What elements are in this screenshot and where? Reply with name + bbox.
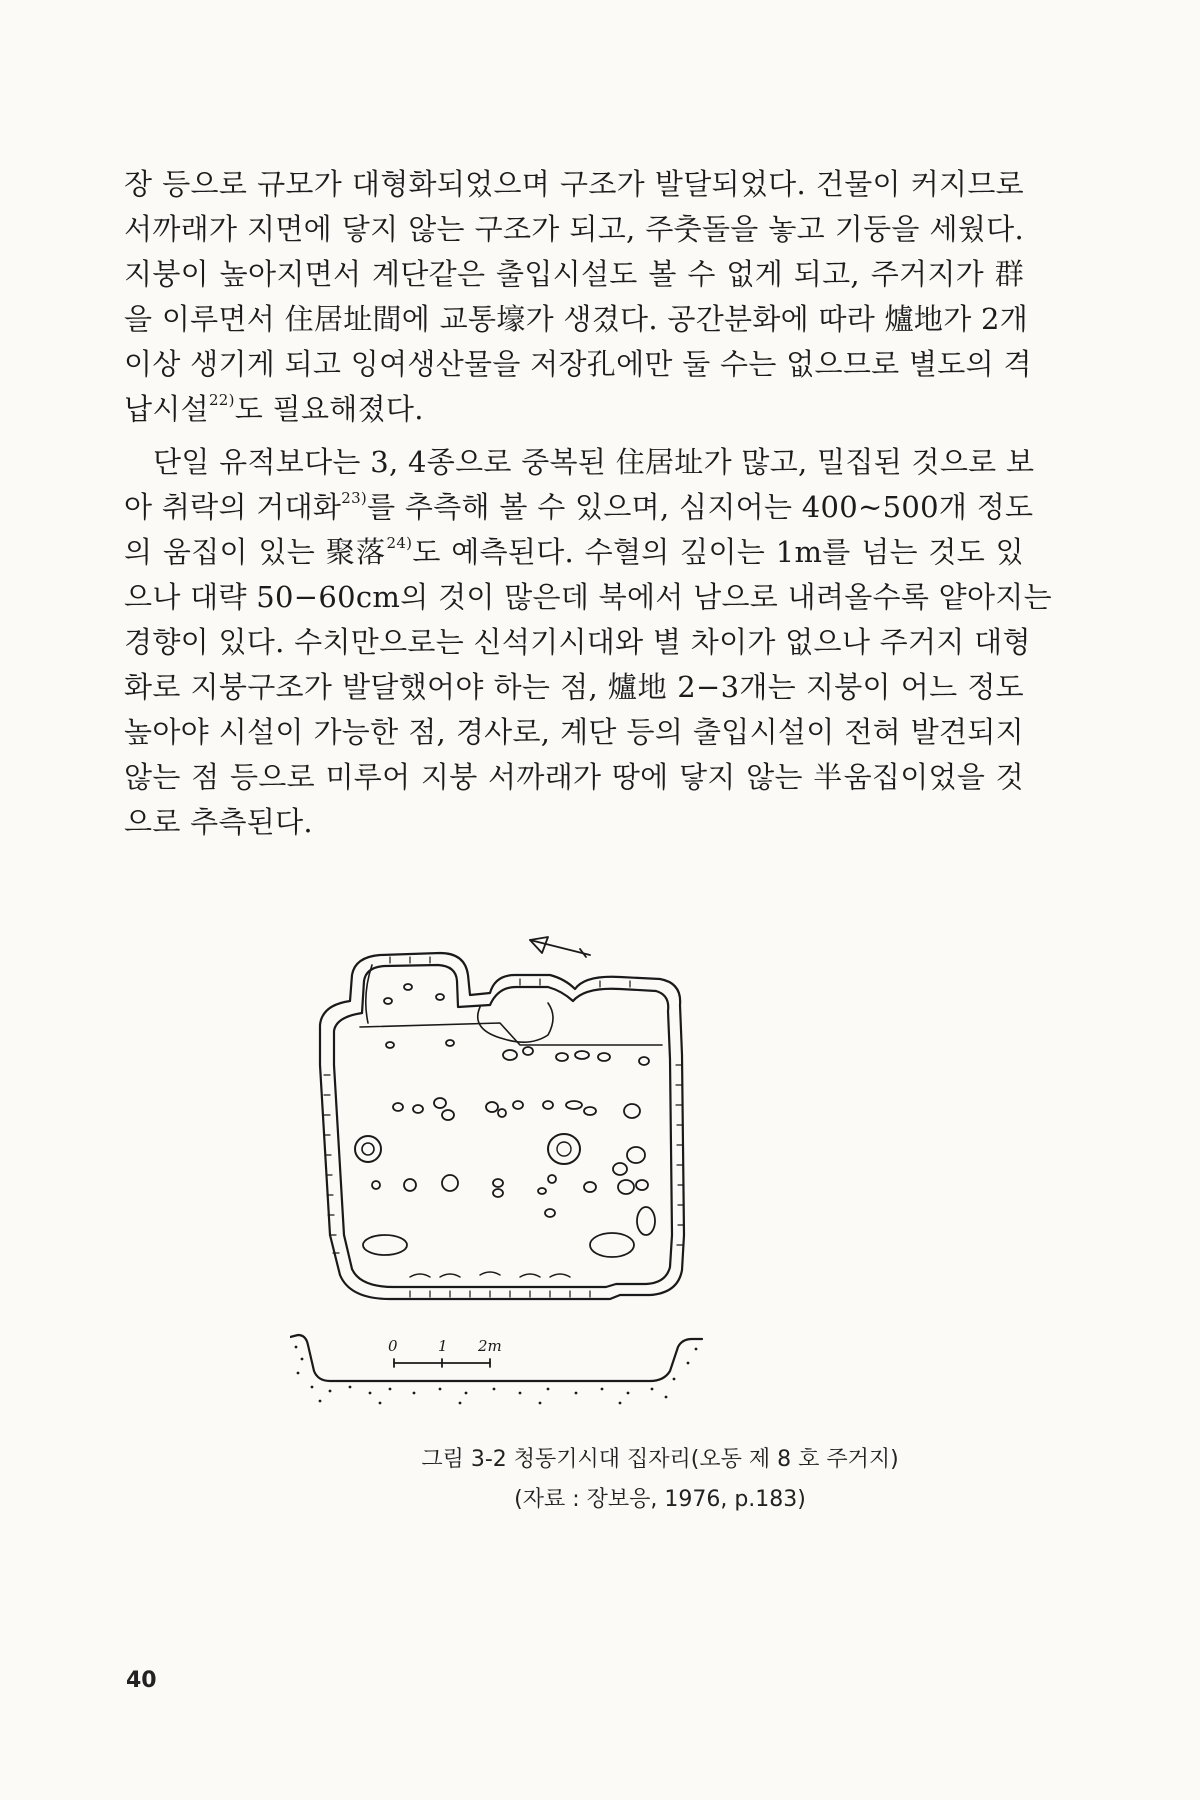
text-line: 높아야 시설이 가능한 점, 경사로, 계단 등의 출입시설이 전혀 발견되지	[124, 715, 1024, 749]
footnote-ref: 22)	[208, 391, 235, 409]
page-number: 40	[126, 1668, 157, 1693]
text-line	[124, 530, 1024, 575]
hearth-center	[548, 1134, 580, 1164]
room-outline	[360, 1023, 662, 1045]
text-span: 도 필요해졌다.	[234, 392, 424, 426]
text-span: 의 움집이 있는 聚落	[124, 535, 387, 569]
text-span: 도 예측된다. 수혈의 깊이는 1m를 넘는 것도 있	[412, 535, 1024, 569]
scale-label: 2m	[478, 1337, 502, 1355]
text-span: 납시설	[124, 392, 209, 426]
text-line: 서까래가 지면에 닿지 않는 구조가 되고, 주춧돌을 놓고 기둥을 세웠다.	[124, 212, 1024, 246]
pit-outline	[320, 953, 684, 1299]
text-line	[124, 387, 1024, 432]
text-line: 으나 대략 50−60cm의 것이 많은데 북에서 남으로 내려올수록 얕아지는	[124, 580, 1052, 614]
text-line: 단일 유적보다는 3, 4종으로 중복된 住居址가 많고, 밀집된 것으로 보	[153, 445, 1035, 479]
north-arrow-icon	[530, 937, 590, 957]
pit-inner-outline	[334, 965, 672, 1287]
text-span: 아 취락의 거대화	[124, 490, 342, 524]
text-span: 를 추측해 볼 수 있으며, 심지어는 400~500개 정도	[367, 490, 1034, 524]
scale-label: 1	[438, 1337, 448, 1355]
text-line: 이상 생기게 되고 잉여생산물을 저장孔에만 둘 수는 없으므로 별도의 격	[124, 347, 1032, 381]
figure-caption: 그림 3-2 청동기시대 집자리(오동 제 8 호 주거지)	[421, 1447, 899, 1472]
dwelling-plan-drawing	[290, 935, 790, 1415]
edge-stones	[410, 1272, 570, 1277]
text-line: 을 이루면서 住居址間에 교통壕가 생겼다. 공간분화에 따라 爐地가 2개	[124, 302, 1029, 336]
text-line: 경향이 있다. 수치만으로는 신석기시대와 별 차이가 없으나 주거지 대형	[124, 625, 1031, 659]
scale-label: 0	[388, 1337, 398, 1355]
footnote-ref: 23)	[341, 489, 368, 507]
footnote-ref: 24)	[386, 534, 413, 552]
text-line: 장 등으로 규모가 대형화되었으며 구조가 발달되었다. 건물이 커지므로	[124, 167, 1024, 201]
text-line	[124, 485, 1034, 530]
figure-source: (자료 : 장보응, 1976, p.183)	[514, 1487, 806, 1512]
text-line: 않는 점 등으로 미루어 지붕 서까래가 땅에 닿지 않는 半움집이었을 것	[124, 760, 1024, 794]
body-text	[124, 162, 1052, 845]
hearth-left	[355, 1136, 381, 1162]
text-line: 화로 지붕구조가 발달했어야 하는 점, 爐地 2−3개는 지붕이 어느 정도	[124, 670, 1024, 704]
dwelling-site-plan-figure	[290, 935, 790, 1415]
scale-bar	[394, 1359, 490, 1367]
text-line: 으로 추측된다.	[124, 805, 313, 839]
text-line: 지붕이 높아지면서 계단같은 출입시설도 볼 수 없게 되고, 주거지가 群	[124, 257, 1024, 291]
wall-hatching	[324, 957, 684, 1297]
